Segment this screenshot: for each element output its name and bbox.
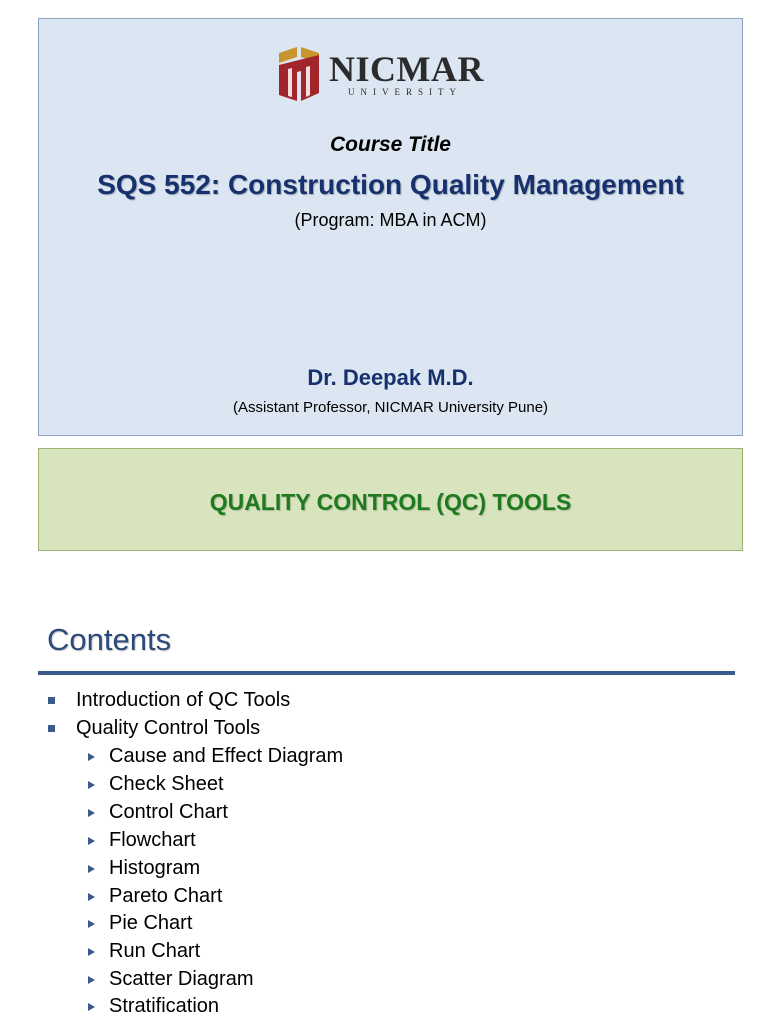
sub-list-item: Flowchart (109, 829, 196, 851)
sub-list-item: Pie Chart (109, 912, 193, 934)
sub-list-item: Check Sheet (109, 773, 224, 795)
contents-heading: Contents (47, 622, 172, 657)
author-name: Dr. Deepak M.D. (307, 365, 474, 390)
square-bullet-icon (48, 725, 55, 732)
sub-list-item: Control Chart (109, 801, 228, 823)
author-role: (Assistant Professor, NICMAR University Pune) (232, 399, 549, 416)
section-banner (38, 448, 743, 551)
course-title: SQS 552: Construction Quality Management (97, 169, 684, 200)
arrow-bullet-icon (88, 893, 95, 901)
sub-list-item: Pareto Chart (109, 885, 223, 907)
sub-list-item: Stratification (109, 995, 220, 1017)
sub-list-item: Histogram (109, 857, 201, 879)
square-bullet-icon (48, 697, 55, 704)
program-name: (Program: MBA in ACM) (294, 210, 487, 230)
list-item: Introduction of QC Tools (76, 689, 291, 711)
section-title: QUALITY CONTROL (QC) TOOLS (209, 489, 572, 515)
course-label: Course Title (330, 133, 451, 156)
arrow-bullet-icon (88, 1003, 95, 1011)
arrow-bullet-icon (88, 865, 95, 873)
arrow-bullet-icon (88, 948, 95, 956)
logo-name: NICMAR (329, 49, 484, 89)
arrow-bullet-icon (88, 837, 95, 845)
contents-divider (38, 671, 735, 675)
arrow-bullet-icon (88, 809, 95, 817)
sub-list-item: Scatter Diagram (109, 968, 254, 990)
arrow-bullet-icon (88, 920, 95, 928)
nicmar-logo-mark-icon (279, 47, 319, 101)
list-item: Quality Control Tools (76, 717, 261, 739)
sub-list-item: Cause and Effect Diagram (109, 745, 344, 767)
sub-list-item: Run Chart (109, 940, 201, 962)
university-logo (279, 47, 509, 103)
logo-subtitle: UNIVERSITY (348, 87, 462, 97)
course-title-panel (38, 18, 743, 436)
arrow-bullet-icon (88, 781, 95, 789)
arrow-bullet-icon (88, 976, 95, 984)
arrow-bullet-icon (88, 753, 95, 761)
